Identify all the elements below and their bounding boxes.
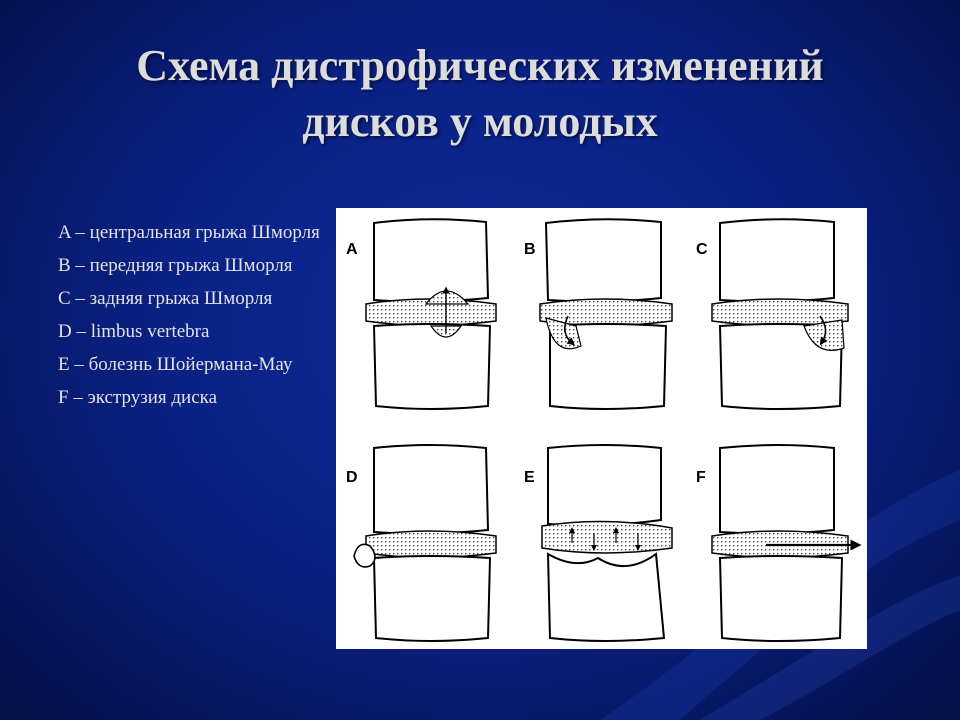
panel-c <box>696 219 848 409</box>
panel-f <box>696 445 856 641</box>
title-line-2: дисков у молодых <box>302 97 658 146</box>
panel-label-a: A <box>346 241 358 258</box>
legend-item-f: F – экструзия диска <box>58 387 218 408</box>
panel-e <box>524 445 672 641</box>
panel-d <box>346 445 496 641</box>
panel-label-d: D <box>346 469 358 486</box>
panel-label-c: C <box>696 241 708 258</box>
title-line-1: Схема дистрофических изменений <box>136 41 824 90</box>
panel-a <box>346 219 496 409</box>
legend-item-a: A – центральная грыжа Шморля <box>58 222 320 243</box>
legend-item-c: C – задняя грыжа Шморля <box>58 288 273 309</box>
panel-b <box>524 219 672 409</box>
legend-item-d: D – limbus vertebra <box>58 321 210 342</box>
panel-label-b: B <box>524 241 536 258</box>
legend-list <box>58 218 320 416</box>
spine-diagram-figure <box>336 208 867 649</box>
legend-item-b: B – передняя грыжа Шморля <box>58 255 293 276</box>
panel-label-e: E <box>524 469 535 486</box>
page-title <box>0 38 960 150</box>
legend-item-e: E – болезнь Шойермана-Мау <box>58 354 293 375</box>
panel-label-f: F <box>696 469 706 486</box>
